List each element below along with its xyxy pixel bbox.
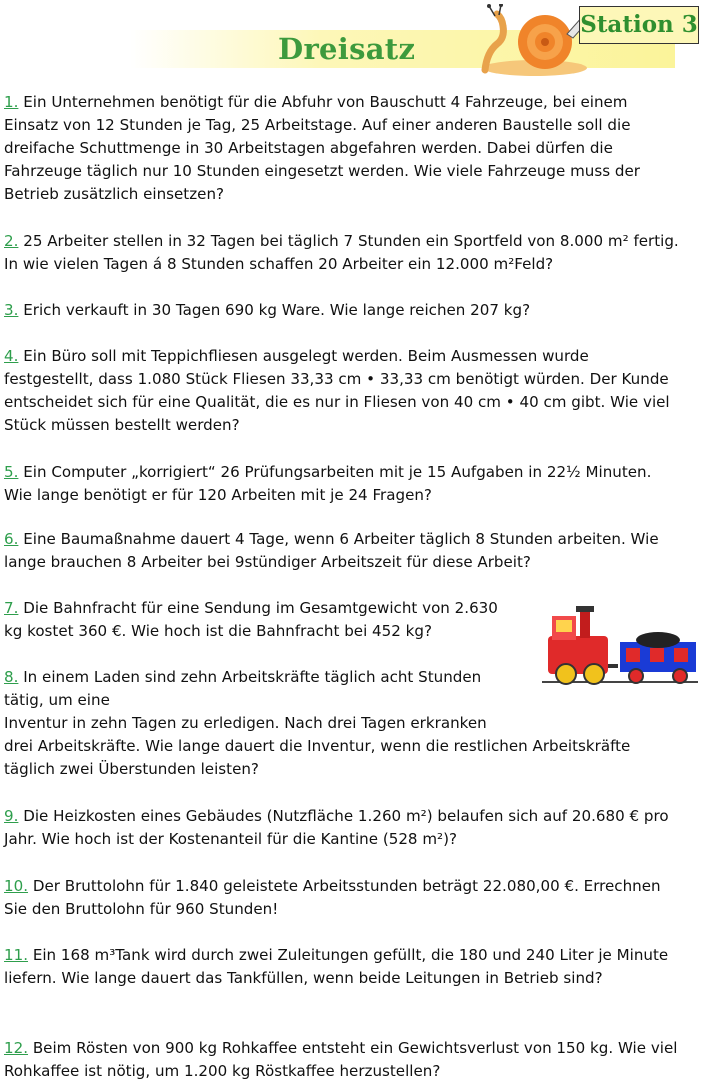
task-text: kg kostet 360 €. Wie hoch ist die Bahnfracht bei 452 kg?	[4, 622, 432, 640]
task-11	[4, 944, 680, 990]
task-6	[4, 528, 680, 574]
task-number: 9.	[4, 807, 19, 825]
page-header	[0, 0, 704, 80]
task-text: Inventur in zehn Tagen zu erledigen. Nach drei Tagen erkranken	[4, 714, 487, 732]
task-9	[4, 805, 680, 851]
task-10	[4, 875, 680, 921]
task-text: Ein Computer „korrigiert“ 26 Prüfungsarbeiten mit je 15 Aufgaben in 22½ Minuten. Wie lange benötigt er für 120 Arbeiten mit je 24 Fragen?	[4, 463, 652, 504]
task-number: 6.	[4, 530, 19, 548]
task-text: Ein 168 m³Tank wird durch zwei Zuleitungen gefüllt, die 180 und 240 Liter je Minute liefern. Wie lange dauert das Tankfüllen, wenn beide Leitungen in Betrieb sind?	[4, 946, 669, 987]
station-label: Station 3	[579, 6, 699, 44]
task-text: 25 Arbeiter stellen in 32 Tagen bei täglich 7 Stunden ein Sportfeld von 8.000 m² fertig. In wie vielen Tagen á 8 Stunden schaffen 20 Arbeiter ein 12.000 m²Feld?	[4, 232, 679, 273]
task-number: 1.	[4, 93, 19, 111]
task-text: Die Bahnfracht für eine Sendung im Gesamtgewicht von 2.630	[23, 599, 498, 617]
task-text: In einem Laden sind zehn Arbeitskräfte täglich acht Stunden	[23, 668, 482, 686]
task-text: Erich verkauft in 30 Tagen 690 kg Ware. Wie lange reichen 207 kg?	[23, 301, 531, 319]
task-text: Ein Unternehmen benötigt für die Abfuhr von Bauschutt 4 Fahrzeuge, bei einem Einsatz von 12 Stunden je Tag, 25 Arbeitstage. Auf einer anderen Baustelle soll die dreifache Schuttmenge in 30 Arbeitstagen abgefahren werden. Dabei dürfen die Fahrzeuge täglich nur 10 Stunden eingesetzt werden. Wie viele Fahrzeuge muss der Betrieb zusätzlich einsetzen?	[4, 93, 640, 203]
task-7	[4, 597, 524, 643]
task-number: 4.	[4, 347, 19, 365]
task-8	[4, 666, 680, 781]
task-text: tätig, um eine	[4, 691, 110, 709]
task-5	[4, 461, 680, 507]
task-text: drei Arbeitskräfte. Wie lange dauert die Inventur, wenn die restlichen Arbeitskräfte	[4, 737, 631, 755]
task-12	[4, 1037, 680, 1083]
task-text: Beim Rösten von 900 kg Rohkaffee entsteht ein Gewichtsverlust von 150 kg. Wie viel Rohkaffee ist nötig, um 1.200 kg Röstkaffee herzustellen?	[4, 1039, 678, 1080]
task-number: 10.	[4, 877, 29, 895]
task-number: 2.	[4, 232, 19, 250]
task-number: 11.	[4, 946, 29, 964]
task-number: 5.	[4, 463, 19, 481]
task-text: Der Bruttolohn für 1.840 geleistete Arbeitsstunden beträgt 22.080,00 €. Errechnen Sie den Bruttolohn für 960 Stunden!	[4, 877, 661, 918]
task-3	[4, 299, 680, 322]
task-text: täglich zwei Überstunden leisten?	[4, 760, 259, 778]
task-text: Eine Baumaßnahme dauert 4 Tage, wenn 6 Arbeiter täglich 8 Stunden arbeiten. Wie lange brauchen 8 Arbeiter bei 9stündiger Arbeitszeit für diese Arbeit?	[4, 530, 659, 571]
task-text: Ein Büro soll mit Teppichfliesen ausgelegt werden. Beim Ausmessen wurde festgestellt, dass 1.080 Stück Fliesen 33,33 cm • 33,33 cm benötigt würden. Der Kunde entscheidet sich für eine Qualität, die es nur in Fliesen von 40 cm • 40 cm gibt. Wie viel Stück müssen bestellt werden?	[4, 347, 670, 434]
task-4	[4, 345, 680, 437]
task-2	[4, 230, 680, 276]
task-text: Die Heizkosten eines Gebäudes (Nutzfläche 1.260 m²) belaufen sich auf 20.680 € pro Jahr. Wie hoch ist der Kostenanteil für die Kantine (528 m²)?	[4, 807, 669, 848]
task-number: 7.	[4, 599, 19, 617]
task-1	[4, 91, 680, 206]
task-number: 8.	[4, 668, 19, 686]
page-title: Dreisatz	[278, 32, 416, 66]
task-number: 3.	[4, 301, 19, 319]
snail-icon	[475, 4, 593, 80]
task-number: 12.	[4, 1039, 29, 1057]
